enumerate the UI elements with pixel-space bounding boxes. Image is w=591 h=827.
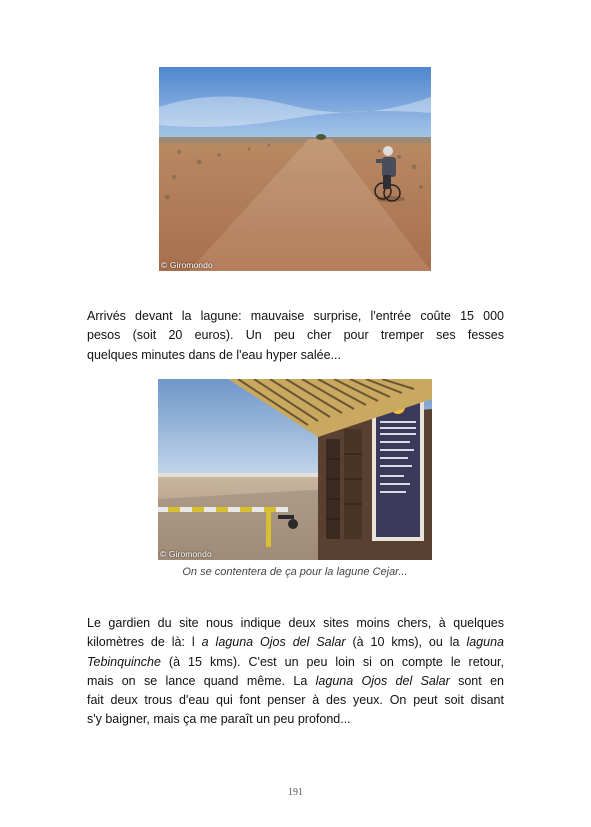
paragraph-line: pesos (soit 20 euros). Un peu cher pour tremper ses fesses bbox=[87, 328, 504, 343]
place-name-ojos-del-salar: a laguna Ojos del Salar bbox=[201, 635, 346, 650]
paragraph-line: Arrivés devant la lagune: mauvaise surprise, l'entrée coûte 15 000 bbox=[87, 309, 504, 323]
text-run: Le gardien du site nous indique deux sites moins chers, à quelques bbox=[87, 616, 504, 630]
paragraph-line bbox=[87, 710, 504, 729]
photo-cyclist-image bbox=[159, 67, 431, 271]
text-run: sont en bbox=[449, 673, 504, 688]
place-name-tebinquinche: Tebinquinche bbox=[87, 654, 161, 669]
paragraph-line bbox=[87, 614, 504, 633]
paragraph-line: quelques minutes dans de l'eau hyper salée... bbox=[87, 347, 341, 362]
paragraph-line bbox=[87, 672, 504, 691]
text-run: fait deux trous d'eau qui font penser à des yeux. On peut soit disant bbox=[87, 693, 504, 708]
paragraph-guardian-suggestion bbox=[87, 614, 504, 730]
page-number: 191 bbox=[288, 787, 303, 798]
text-run: mais on se lance quand même. La bbox=[87, 673, 316, 688]
photo-caption: On se contentera de ça pour la lagune Cejar... bbox=[182, 566, 408, 578]
place-name-ojos-del-salar: laguna Ojos del Salar bbox=[315, 673, 450, 688]
text-run: (à 15 kms). C'est un peu loin si on compte le retour, bbox=[160, 654, 504, 669]
text-run: (à 10 kms), ou la bbox=[345, 635, 467, 650]
text-run: s'y baigner, mais ça me paraît un peu profond... bbox=[87, 712, 351, 727]
paragraph-line bbox=[87, 653, 504, 672]
text-run: kilomètres de là: l bbox=[87, 635, 202, 650]
photo-credit: © Giromondo bbox=[161, 260, 213, 270]
paragraph-entrance-price bbox=[87, 307, 504, 365]
photo-cyclist-desert-road bbox=[159, 67, 431, 271]
place-name-laguna: laguna bbox=[466, 635, 504, 650]
paragraph-line bbox=[87, 691, 504, 710]
photo-entrance-booth bbox=[158, 379, 432, 560]
photo-booth-image bbox=[158, 379, 432, 560]
paragraph-line bbox=[87, 633, 504, 652]
photo-credit: © Giromondo bbox=[160, 549, 212, 559]
